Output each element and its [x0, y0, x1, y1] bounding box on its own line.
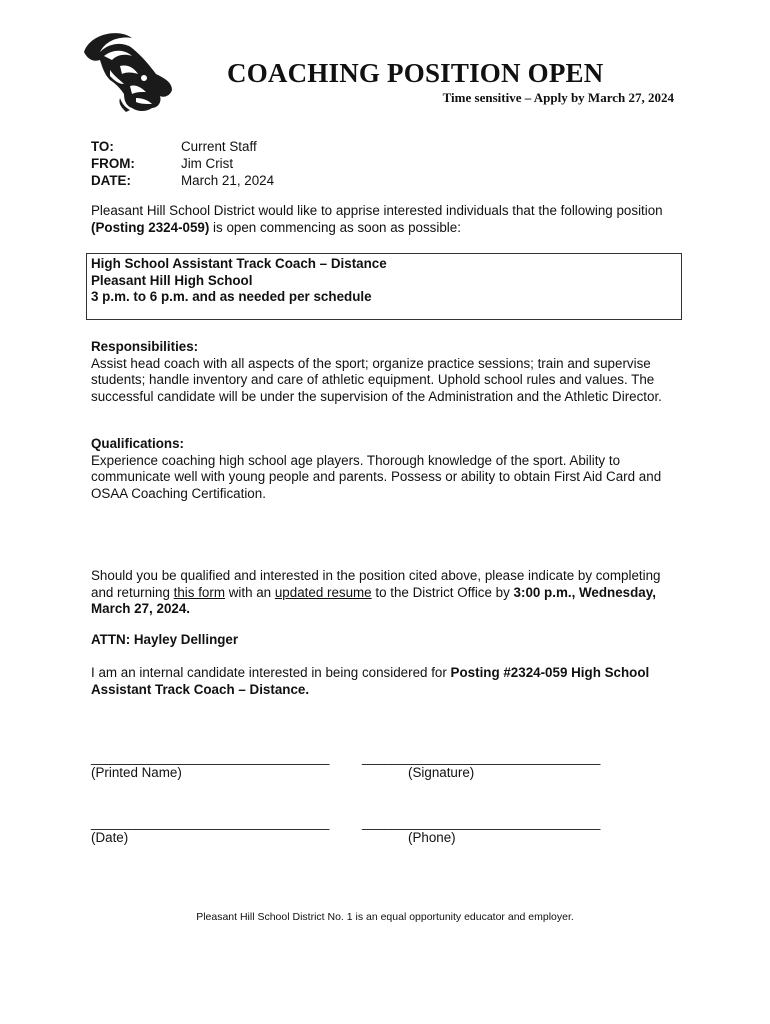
position-box [86, 253, 682, 320]
memo-date-row [91, 172, 274, 189]
qualifications-section [91, 436, 685, 502]
memo-header [91, 138, 274, 189]
page-title: COACHING POSITION OPEN [227, 58, 604, 88]
application-text: Should you be qualified and interested in the position cited above, please indicate by completing and returning [91, 568, 661, 600]
goat-logo [80, 30, 174, 116]
memo-to-label: TO: [91, 139, 114, 154]
memo-to-value: Current Staff [181, 139, 257, 154]
responsibilities-text: Assist head coach with all aspects of the sport; organize practice sessions; train and supervise students; handle inventory and care of athletic equipment. Uphold school rules and values. The successful candidate will be under the supervision of the Administration and the Athletic Director. [91, 355, 662, 404]
attn-line: ATTN: Hayley Dellinger [91, 632, 239, 647]
responsibilities-section [91, 339, 685, 405]
intro-paragraph [91, 203, 685, 236]
signature-line[interactable]: ________________________________ [362, 750, 601, 765]
date-line[interactable]: ________________________________ [91, 815, 330, 830]
responsibilities-heading: Responsibilities: [91, 339, 199, 354]
memo-date-value: March 21, 2024 [181, 173, 275, 188]
footer-note: Pleasant Hill School District No. 1 is an equal opportunity educator and employer. [196, 911, 574, 923]
memo-from-row [91, 155, 274, 172]
candidate-statement [91, 665, 685, 698]
memo-from-label: FROM: [91, 156, 135, 171]
application-deadline: 3:00 p.m., Wednesday, March 27, 2024. [91, 584, 656, 616]
posting-number: (Posting 2324-059) [91, 219, 210, 235]
updated-resume-link[interactable]: updated resume [274, 584, 372, 600]
position-hours: 3 p.m. to 6 p.m. and as needed per schedule [91, 289, 372, 304]
deadline-subtitle: Time sensitive – Apply by March 27, 2024 [442, 90, 674, 105]
position-school: Pleasant Hill High School [91, 272, 253, 288]
intro-text: Pleasant Hill School District would like to apprise interested individuals that the following position [91, 203, 663, 218]
qualifications-heading: Qualifications: [91, 436, 185, 451]
application-paragraph [91, 568, 685, 618]
phone-line[interactable]: ________________________________ [362, 815, 601, 830]
signature-label: (Signature) [408, 765, 475, 780]
printed-name-label: (Printed Name) [91, 765, 182, 780]
application-text-2: with an [224, 584, 275, 600]
date-label: (Date) [91, 830, 129, 845]
this-form-link[interactable]: this form [173, 584, 225, 600]
memo-from-value: Jim Crist [181, 156, 234, 171]
candidate-posting: Posting #2324-059 High School Assistant Track Coach – Distance. [91, 665, 650, 697]
memo-to-row [91, 138, 274, 155]
phone-label: (Phone) [408, 830, 456, 845]
candidate-text: I am an internal candidate interested in being considered for [91, 665, 451, 680]
qualifications-text: Experience coaching high school age players. Thorough knowledge of the sport. Ability to communicate well with young people and parents. Possess or ability to obtain First Aid Card and OSAA Coaching Certification. [91, 452, 662, 501]
application-text-3: to the District Office by [371, 584, 514, 600]
memo-date-label: DATE: [91, 173, 131, 188]
printed-name-line[interactable]: ________________________________ [91, 750, 330, 765]
intro-text-end: is open commencing as soon as possible: [209, 219, 461, 235]
position-title: High School Assistant Track Coach – Distance [91, 256, 387, 271]
